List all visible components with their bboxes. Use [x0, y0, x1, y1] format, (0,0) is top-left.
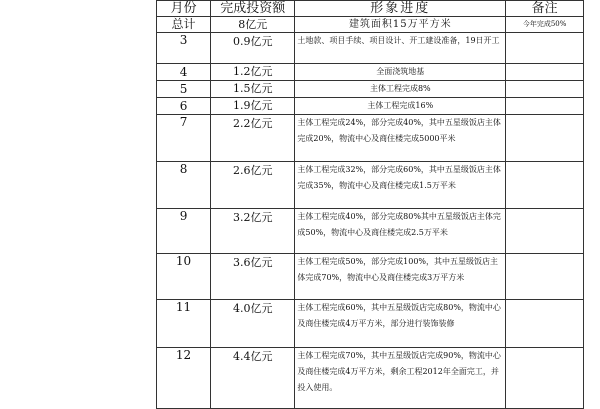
investment-cell: 2.6亿元: [211, 162, 295, 209]
remarks-cell: [506, 300, 584, 348]
progress-cell: 主体工程完成8%: [295, 81, 506, 98]
header-progress: 形象进度: [295, 1, 506, 17]
month-cell: 4: [157, 64, 211, 81]
remarks-cell: [506, 162, 584, 209]
table-row: [157, 162, 584, 209]
investment-cell: 3.2亿元: [211, 209, 295, 254]
header-month: 月份: [157, 1, 211, 17]
investment-cell: 1.9亿元: [211, 98, 295, 115]
summary-progress: 建筑面积15万平方米: [295, 17, 506, 33]
table-header-row: [157, 1, 584, 17]
remarks-cell: [506, 115, 584, 162]
investment-cell: 0.9亿元: [211, 33, 295, 64]
summary-label: 总计: [157, 17, 211, 33]
header-investment: 完成投资额: [211, 1, 295, 17]
table-row: [157, 64, 584, 81]
table-row: [157, 115, 584, 162]
summary-row: [157, 17, 584, 33]
month-cell: 8: [157, 162, 211, 209]
remarks-cell: [506, 33, 584, 64]
month-cell: 12: [157, 348, 211, 409]
header-remarks: 备注: [506, 1, 584, 17]
progress-cell: 主体工程完成16%: [295, 98, 506, 115]
remarks-cell: [506, 81, 584, 98]
remarks-cell: [506, 209, 584, 254]
table-row: [157, 348, 584, 409]
remarks-cell: [506, 64, 584, 81]
month-cell: 6: [157, 98, 211, 115]
table-row: [157, 300, 584, 348]
investment-cell: 1.5亿元: [211, 81, 295, 98]
remarks-cell: [506, 348, 584, 409]
progress-cell: 主体工程完成40%，部分完成80%其中五星级饭店主体完成50%，物流中心及商住楼完成2.5万平米: [295, 209, 506, 254]
investment-cell: 4.4亿元: [211, 348, 295, 409]
remarks-cell: [506, 254, 584, 300]
table-row: [157, 254, 584, 300]
summary-investment: 8亿元: [211, 17, 295, 33]
progress-cell: 主体工程完成24%，部分完成40%，其中五星级饭店主体完成20%，物流中心及商住楼完成5000平米: [295, 115, 506, 162]
summary-remarks: 今年完成50%: [506, 17, 584, 33]
month-cell: 11: [157, 300, 211, 348]
table-row: [157, 33, 584, 64]
month-cell: 3: [157, 33, 211, 64]
investment-cell: 3.6亿元: [211, 254, 295, 300]
progress-cell: 主体工程完成32%，部分完成60%，其中五星级饭店主体完成35%，物流中心及商住楼完成1.5万平米: [295, 162, 506, 209]
progress-cell: 主体工程完成70%，其中五星级饭店完成90%，物流中心及商住楼完成4万平方米，剩余工程2012年全面完工，并投入使用。: [295, 348, 506, 409]
remarks-cell: [506, 98, 584, 115]
investment-cell: 1.2亿元: [211, 64, 295, 81]
investment-cell: 2.2亿元: [211, 115, 295, 162]
progress-cell: 主体工程完成60%，其中五星级饭店完成80%，物流中心及商住楼完成4万平方米，部分进行装饰装修: [295, 300, 506, 348]
progress-cell: 主体工程完成50%，部分完成100%，其中五星级饭店主体完成70%，物流中心及商住楼完成3万平方米: [295, 254, 506, 300]
month-cell: 10: [157, 254, 211, 300]
table-row: [157, 209, 584, 254]
table-row: [157, 98, 584, 115]
progress-cell: 土地款、项目手续、项目设计、开工建设准备，19日开工: [295, 33, 506, 64]
investment-schedule-table: [156, 0, 584, 409]
table-row: [157, 81, 584, 98]
investment-cell: 4.0亿元: [211, 300, 295, 348]
month-cell: 9: [157, 209, 211, 254]
month-cell: 7: [157, 115, 211, 162]
month-cell: 5: [157, 81, 211, 98]
progress-cell: 全面浇筑地基: [295, 64, 506, 81]
